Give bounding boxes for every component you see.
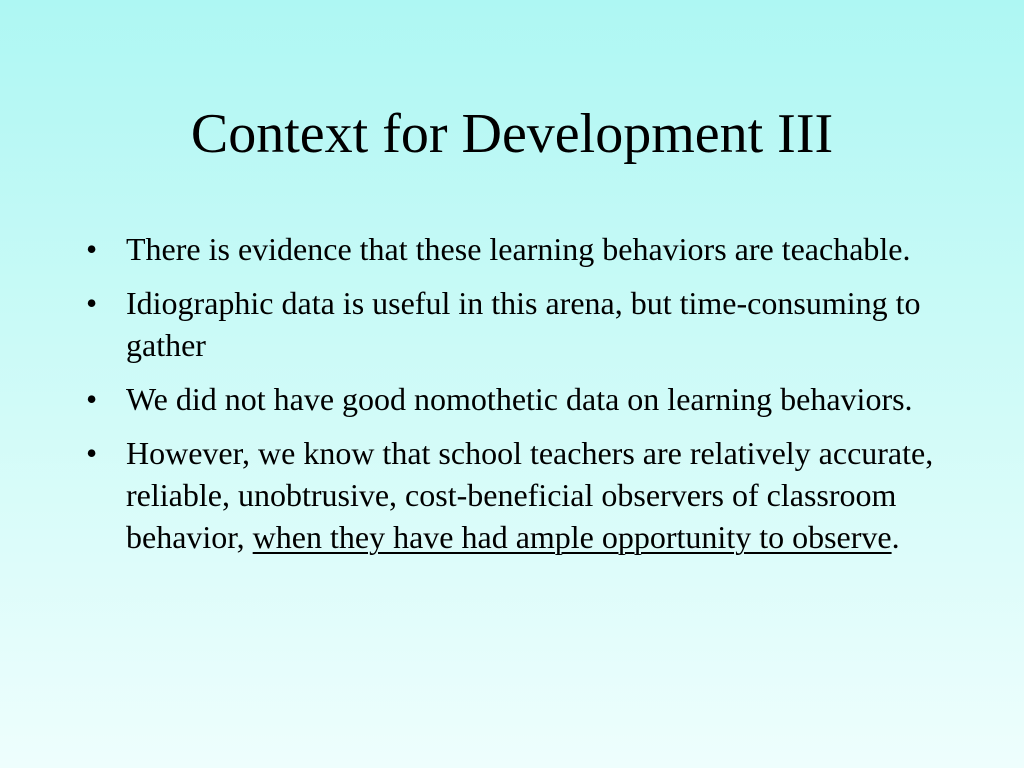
- bullet-item: [86, 282, 946, 366]
- bullet-text: [126, 435, 933, 555]
- bullet-text: Idiographic data is useful in this arena, but time-consuming to gather: [126, 285, 921, 363]
- bullet-item: [86, 432, 946, 558]
- bullet-item: [86, 228, 946, 270]
- bullet-text-part: However, we know that school teachers are relatively accurate, reliable, unobtrusive, cost-beneficial observers of classroom behavior,: [126, 435, 934, 555]
- bullet-icon: •: [86, 231, 98, 267]
- bullet-text-part: .: [891, 519, 900, 555]
- bullet-text: There is evidence that these learning behaviors are teachable.: [126, 231, 911, 267]
- bullet-icon: •: [86, 381, 98, 417]
- bullet-text: We did not have good nomothetic data on learning behaviors.: [126, 381, 913, 417]
- bullet-icon: •: [86, 435, 98, 471]
- bullet-icon: •: [86, 285, 98, 321]
- underlined-text: when they have had ample opportunity to observe: [252, 519, 892, 555]
- bullet-list: [86, 228, 946, 570]
- slide-title: Context for Development III: [190, 103, 834, 165]
- bullet-item: [86, 378, 946, 420]
